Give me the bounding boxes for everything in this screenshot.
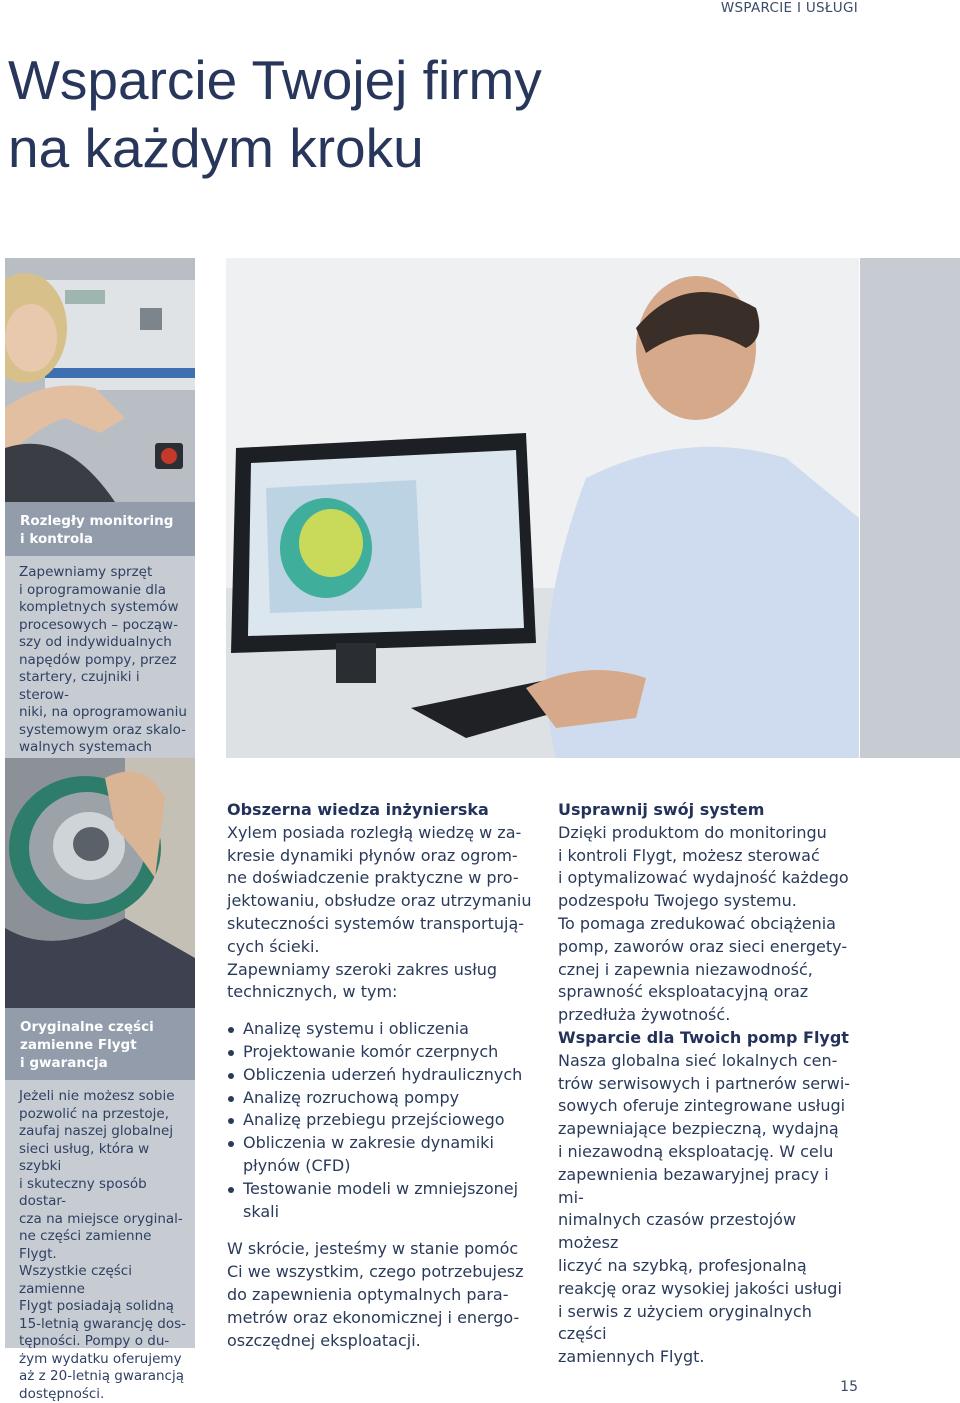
list-item: Analizę rozruchową pompy [227, 1087, 537, 1110]
parts-panel-header [5, 1008, 195, 1080]
section-tag: WSPARCIE I USŁUGI [720, 0, 858, 16]
system-heading: Usprawnij swój system [558, 800, 765, 819]
list-item: Testowanie modeli w zmniejszonej skali [227, 1178, 537, 1224]
monitoring-panel-body [5, 556, 195, 758]
parts-text: Jeżeli nie możesz sobie pozwolić na przestoje, zaufaj naszej globalnej sieci usług, która w szybki i skuteczny sposób dostar- cza na miejsce oryginal- ne części zamienne Flygt. Wszystkie części zamienne Flygt posiadają solidną 15-letnią gwarancję dos- tępności. Pompy o du- żym wydatku oferujemy aż z 20-letnią gwarancją dostępności. [19, 1088, 187, 1402]
system-paragraph-1: Dzięki produktom do monitoringu i kontroli Flygt, możesz sterować i optymalizować wydajność każdego podzespołu Twojego systemu. To pomaga zredukować obciążenia pomp, zaworów oraz sieci energety- cznej i zapewnia niezawodność, sprawność eksploatacyjną oraz przedłuża żywotność. [558, 822, 849, 1025]
spare-part-photo [5, 758, 195, 1008]
page-number: 15 [840, 1379, 858, 1395]
parts-panel-body [5, 1080, 195, 1402]
services-list [227, 1018, 537, 1223]
monitoring-panel-header [5, 502, 195, 556]
list-item: Obliczenia uderzeń hydraulicznych [227, 1064, 537, 1087]
parts-heading: Oryginalne części zamienne Flygt i gwarancja [20, 1019, 154, 1071]
system-column [558, 799, 858, 1369]
list-item: Analizę przebiegu przejściowego [227, 1109, 537, 1132]
page-title [8, 46, 542, 182]
title-line-1: Wsparcie Twojej firmy [8, 49, 542, 111]
engineer-workstation-photo [226, 258, 859, 758]
list-item: Obliczenia w zakresie dynamiki płynów (CFD) [227, 1132, 537, 1178]
monitoring-heading-line-2: i kontrola [20, 531, 93, 547]
monitoring-heading-line-1: Rozległy monitoring [20, 513, 174, 529]
support-heading: Wsparcie dla Twoich pomp Flygt [558, 1027, 849, 1047]
list-item: Analizę systemu i obliczenia [227, 1018, 537, 1041]
title-line-2: na każdym kroku [8, 117, 424, 179]
engineering-heading: Obszerna wiedza inżynierska [227, 800, 489, 819]
engineering-paragraph-2: Zapewniamy szeroki zakres usług technicznych, w tym: [227, 959, 498, 1002]
support-paragraph: Nasza globalna sieć lokalnych cen- trów serwisowych i partnerów serwi- sowych oferuje zintegrowane usługi zapewniające bezpieczną, wydajną i niezawodną eksploatację. W celu zapewnienia bezawaryjnej pracy i mi- nimalnych czasów przestojów możesz liczyć na szybką, profesjonalną reakcję oraz wysokiej jakości usługi i serwis z użyciem oryginalnych części zamiennych Flygt. [558, 1050, 851, 1367]
decorative-strip [860, 258, 960, 758]
engineering-paragraph-3: W skrócie, jesteśmy w stanie pomóc Ci we wszystkim, czego potrzebujesz do zapewnienia optymalnych para- metrów oraz ekonomicznej i energo- oszczędnej eksploatacji. [227, 1239, 524, 1350]
control-panel-photo [5, 258, 195, 502]
monitoring-heading [20, 512, 185, 548]
engineering-paragraph-1: Xylem posiada rozległą wiedzę w za- kresie dynamiki płynów oraz ogrom- ne doświadczenie praktyczne w pro- jektowaniu, obsłudze oraz utrzymaniu skuteczności systemów transportują- cych ścieki. [227, 822, 532, 956]
engineering-column [227, 799, 537, 1352]
list-item: Projektowanie komór czerpnych [227, 1041, 537, 1064]
monitoring-text: Zapewniamy sprzęt i oprogramowanie dla kompletnych systemów procesowych – począw- szy od indywidualnych napędów pompy, przez startery, czujniki i sterow- niki, na oprogramowaniu systemowym oraz skalo- walnych systemach [19, 564, 191, 792]
